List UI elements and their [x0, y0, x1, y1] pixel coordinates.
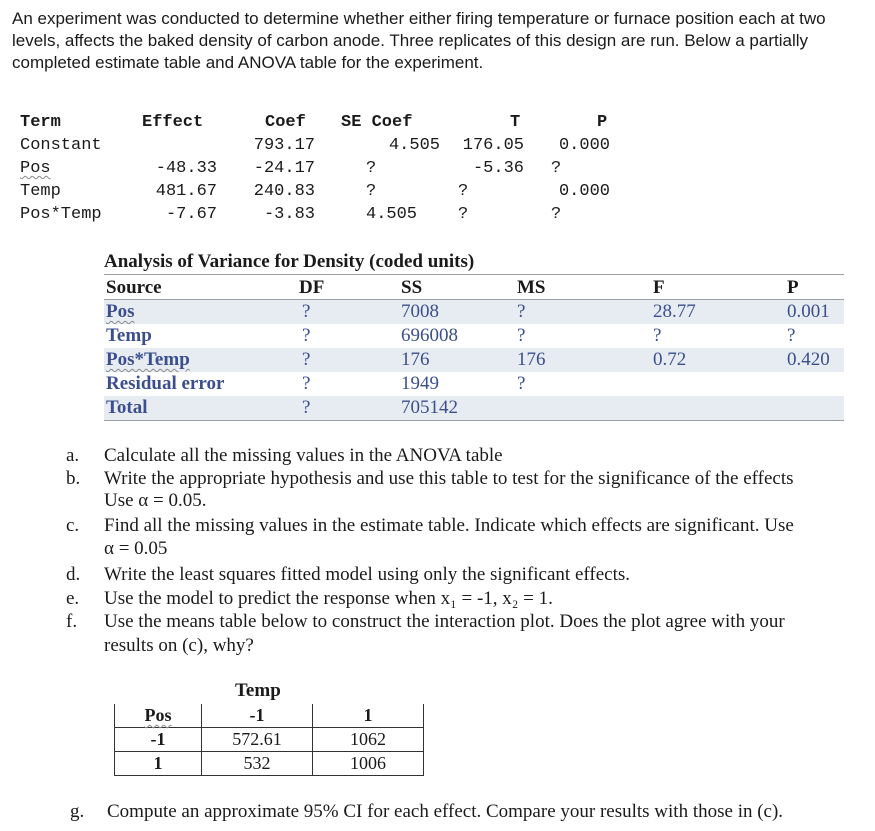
- means-pos-label: Pos: [144, 705, 172, 725]
- question-letter: a.: [66, 445, 80, 466]
- anova-source-cell: Pos: [106, 301, 135, 322]
- means-table: [114, 704, 424, 776]
- anova-ss-cell: 696008: [401, 325, 458, 346]
- anova-p-cell: ?: [787, 325, 796, 346]
- question-text-line2: results on (c), why?: [104, 635, 254, 656]
- anova-ms-cell: ?: [517, 325, 526, 346]
- t-cell: ?: [458, 182, 469, 201]
- means-value-cell: 1006: [313, 752, 424, 776]
- p-cell: ?: [551, 205, 562, 224]
- se-coef-cell: 4.505: [388, 136, 440, 155]
- question-letter: g.: [70, 801, 85, 822]
- anova-ss-cell: 176: [401, 349, 430, 370]
- anova-row: [104, 300, 844, 324]
- question-g: [0, 800, 875, 824]
- question-letter: e.: [66, 588, 80, 609]
- means-row: [115, 728, 424, 752]
- anova-df-cell: ?: [302, 325, 311, 346]
- anova-header-p: P: [787, 277, 799, 298]
- means-header-row: [115, 704, 424, 728]
- anova-header-ms: MS: [517, 277, 546, 298]
- t-cell: -5.36: [472, 159, 524, 178]
- question-text: Find all the missing values in the estimate table. Indicate which effects are significant. Use: [104, 515, 794, 536]
- effect-cell: -7.67: [165, 205, 217, 224]
- question-letter: f.: [66, 611, 78, 632]
- anova-row: [104, 396, 844, 420]
- anova-f-cell: 0.72: [653, 349, 687, 370]
- coef-cell: -3.83: [263, 205, 315, 224]
- term-cell: Constant: [20, 136, 102, 155]
- anova-header-ss: SS: [401, 277, 423, 298]
- col-header-term: Term: [20, 113, 61, 132]
- anova-p-cell: 0.001: [787, 301, 830, 322]
- means-temp-level: 1: [313, 704, 424, 728]
- effect-cell: 481.67: [155, 182, 217, 201]
- p-cell: 0.000: [558, 182, 610, 201]
- question-letter: d.: [66, 564, 81, 585]
- means-value-cell: 1062: [313, 728, 424, 752]
- anova-ss-cell: 705142: [401, 397, 458, 418]
- anova-ms-cell: ?: [517, 373, 526, 394]
- question-text: Calculate all the missing values in the ANOVA table: [104, 445, 503, 466]
- anova-header-row: [104, 276, 844, 300]
- anova-df-cell: ?: [302, 373, 311, 394]
- term-cell: Pos: [20, 159, 51, 178]
- question-letter: c.: [66, 515, 80, 536]
- question-text: Write the least squares fitted model using only the significant effects.: [104, 564, 630, 585]
- coef-cell: -24.17: [253, 159, 315, 178]
- effect-cell: -48.33: [155, 159, 217, 178]
- anova-source-cell: Temp: [106, 325, 152, 346]
- col-header-t: T: [510, 113, 521, 132]
- anova-title: Analysis of Variance for Density (coded units): [104, 251, 475, 272]
- question-d: [0, 563, 875, 587]
- term-cell: Pos*Temp: [20, 205, 102, 224]
- anova-ss-cell: 7008: [401, 301, 439, 322]
- estimate-table: [0, 0, 875, 240]
- question-b: [0, 467, 875, 513]
- question-text-line2: α = 0.05: [104, 538, 168, 559]
- anova-p-cell: 0.420: [787, 349, 830, 370]
- problem-intro: An experiment was conducted to determine whether either firing temperature or furnace position each at two levels, affects the baked density of carbon anode. Three replicates of this design are run. Below a partially completed estimate table and ANOVA table for the experiment.: [12, 9, 826, 72]
- anova-f-cell: 28.77: [653, 301, 696, 322]
- means-value-cell: 532: [202, 752, 313, 776]
- col-header-effect: Effect: [142, 113, 204, 132]
- anova-f-cell: ?: [653, 325, 662, 346]
- anova-ms-cell: ?: [517, 301, 526, 322]
- anova-header-df: DF: [299, 277, 325, 298]
- anova-row: [104, 348, 844, 372]
- col-header-se-coef: SE Coef: [341, 113, 413, 132]
- anova-header-f: F: [653, 277, 665, 298]
- question-text: Compute an approximate 95% CI for each effect. Compare your results with those in (c).: [107, 801, 784, 822]
- anova-row: [104, 372, 844, 396]
- means-row: [115, 752, 424, 776]
- means-temp-level: -1: [202, 704, 313, 728]
- coef-cell: 240.83: [253, 182, 315, 201]
- p-cell: ?: [551, 159, 562, 178]
- se-coef-cell: ?: [366, 159, 377, 178]
- coef-cell: 793.17: [253, 136, 315, 155]
- question-text: Use the means table below to construct the interaction plot. Does the plot agree with your: [104, 611, 785, 632]
- term-cell: Temp: [20, 182, 61, 201]
- se-coef-cell: 4.505: [366, 205, 418, 224]
- question-c: [0, 514, 875, 560]
- anova-source-cell: Pos*Temp: [106, 349, 190, 370]
- anova-ss-cell: 1949: [401, 373, 439, 394]
- t-cell: 176.05: [462, 136, 524, 155]
- col-header-p: P: [597, 113, 608, 132]
- anova-header-source: Source: [106, 277, 162, 298]
- question-text-line2: Use α = 0.05.: [104, 490, 207, 511]
- question-letter: b.: [66, 468, 81, 489]
- t-cell: ?: [458, 205, 469, 224]
- anova-bottom-rule: [104, 420, 844, 421]
- anova-row: [104, 324, 844, 348]
- means-pos-level: 1: [153, 753, 163, 773]
- se-coef-cell: ?: [366, 182, 377, 201]
- anova-source-cell: Total: [106, 397, 148, 418]
- anova-source-cell: Residual error: [106, 373, 225, 394]
- question-a: [0, 444, 875, 468]
- question-e: [0, 587, 875, 611]
- means-temp-label: Temp: [235, 680, 281, 701]
- anova-df-cell: ?: [302, 301, 311, 322]
- anova-top-rule: [104, 274, 844, 275]
- anova-df-cell: ?: [302, 397, 311, 418]
- p-cell: 0.000: [558, 136, 610, 155]
- question-f: [0, 610, 875, 656]
- question-text: Use the model to predict the response when x₁ = -1, x₂ = 1.: [104, 588, 553, 609]
- anova-ms-cell: 176: [517, 349, 546, 370]
- col-header-coef: Coef: [265, 113, 306, 132]
- means-value-cell: 572.61: [202, 728, 313, 752]
- anova-df-cell: ?: [302, 349, 311, 370]
- means-pos-level: -1: [115, 728, 202, 752]
- question-text: Write the appropriate hypothesis and use this table to test for the significance of the effects: [104, 468, 794, 489]
